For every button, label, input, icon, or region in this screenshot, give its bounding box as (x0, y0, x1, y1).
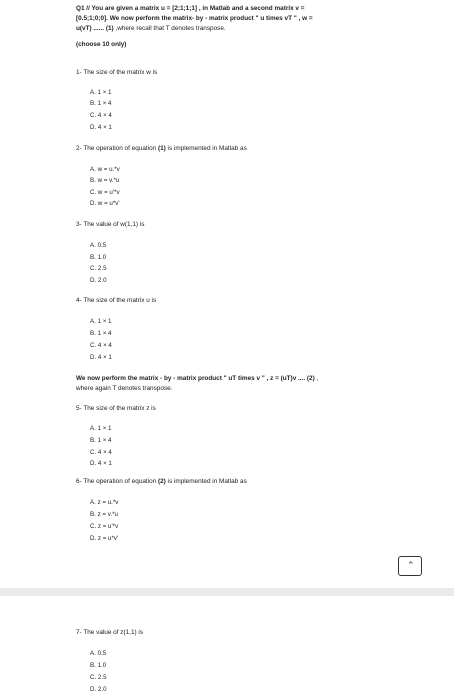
intro-line-1: Q1 // You are given a matrix u = [2;1;1;1] , in Matlab and a second matrix v = (76, 5, 305, 12)
question-1: 1- The size of the matrix w is (76, 69, 158, 76)
question-intro (76, 4, 432, 34)
q7-option-c[interactable]: C. 2.5 (90, 674, 107, 681)
question-7: 7- The value of z(1,1) is (76, 629, 144, 636)
q7-option-b[interactable]: B. 1.0 (90, 662, 107, 669)
q5-option-c[interactable]: C. 4 × 4 (90, 449, 112, 456)
question-3: 3- The value of w(1,1) is (76, 221, 145, 228)
q4-option-c[interactable]: C. 4 × 4 (90, 342, 112, 349)
q2-option-a[interactable]: A. w = u.*v (90, 166, 120, 173)
q3-option-b[interactable]: B. 1.0 (90, 254, 107, 261)
q4-option-d[interactable]: D. 4 × 1 (90, 354, 112, 361)
question-6-pre: 6- The operation of equation (76, 478, 158, 485)
q2-option-d[interactable]: D. w = u*v' (90, 200, 120, 207)
part-2-line-1-pre: We now perform the matrix - by - matrix product " uT times v " , z = (76, 375, 281, 382)
part-2-line-2: where again T denotes transpose. (76, 385, 173, 392)
question-6-post: is implemented in Matlab as (165, 478, 247, 485)
question-2-eq: (1) (157, 145, 166, 152)
q7-option-a[interactable]: A. 0.5 (90, 650, 107, 657)
q1-option-d[interactable]: D. 4 × 1 (90, 124, 112, 131)
question-4: 4- The size of the matrix u is (76, 297, 157, 304)
chevron-up-icon: ⌃ (407, 560, 415, 570)
question-5: 5- The size of the matrix z is (76, 405, 156, 412)
q6-option-d[interactable]: D. z = u*v' (90, 535, 119, 542)
q1-option-a[interactable]: A. 1 × 1 (90, 89, 112, 96)
intro-line-3-rest: ,where recall that T denotes transpose. (113, 25, 226, 32)
part-2-line-1-post: , (314, 375, 319, 382)
question-2-pre: 2- The operation of equation (76, 145, 158, 152)
part-2-line-1 (76, 374, 432, 384)
q3-option-c[interactable]: C. 2.5 (90, 265, 107, 272)
q2-option-c[interactable]: C. w = u'*v (90, 189, 120, 196)
q3-option-d[interactable]: D. 2.0 (90, 277, 107, 284)
q1-option-b[interactable]: B. 1 × 4 (90, 100, 112, 107)
intro-line-3 (76, 24, 432, 34)
page-2 (0, 596, 454, 700)
question-2 (76, 145, 247, 152)
equation-1: u(vT) ...... (1) (76, 25, 114, 32)
q5-option-a[interactable]: A. 1 × 1 (90, 425, 112, 432)
q6-option-c[interactable]: C. z = u'*v (90, 523, 119, 530)
part-2-intro (76, 374, 432, 394)
q3-option-a[interactable]: A. 0.5 (90, 242, 107, 249)
q2-option-b[interactable]: B. w = v.*u (90, 177, 120, 184)
q4-option-a[interactable]: A. 1 × 1 (90, 318, 112, 325)
question-6 (76, 478, 247, 485)
question-2-post: is implemented in Matlab as (165, 145, 247, 152)
choose-instruction: (choose 10 only) (76, 41, 127, 48)
q5-option-b[interactable]: B. 1 × 4 (90, 437, 112, 444)
q6-option-b[interactable]: B. z = v.*u (90, 511, 118, 518)
question-6-eq: (2) (157, 478, 166, 485)
q6-option-a[interactable]: A. z = u.*v (90, 499, 119, 506)
equation-2: (uT)v .... (2) (280, 375, 315, 382)
q1-option-c[interactable]: C. 4 × 4 (90, 112, 112, 119)
q7-option-d[interactable]: D. 2.0 (90, 686, 107, 693)
q4-option-b[interactable]: B. 1 × 4 (90, 330, 112, 337)
intro-line-2: [0.5;1;0;0]. We now perform the matrix- by - matrix product " u times vT " , w = (76, 15, 313, 22)
q5-option-d[interactable]: D. 4 × 1 (90, 460, 112, 467)
scroll-up-button[interactable] (398, 556, 422, 576)
